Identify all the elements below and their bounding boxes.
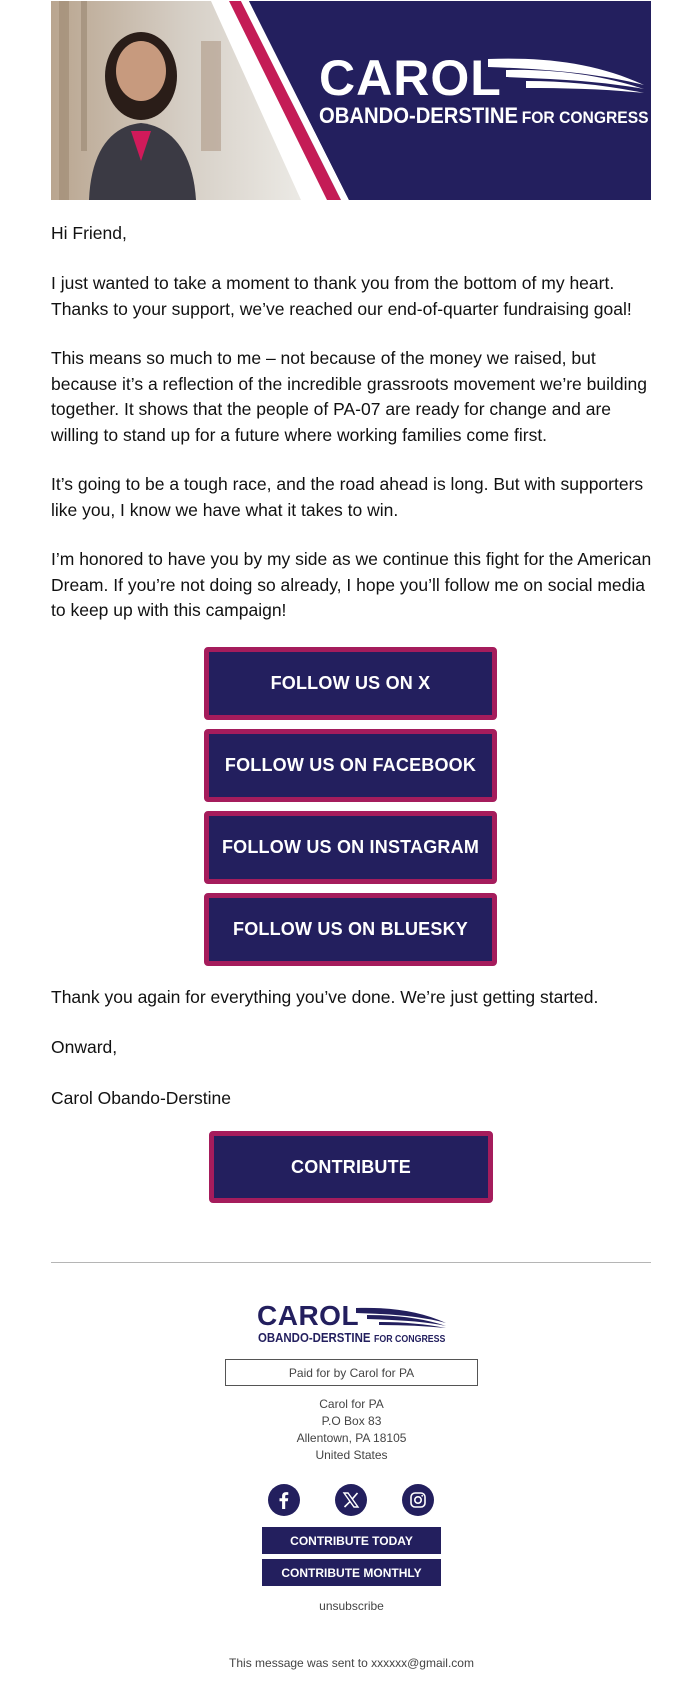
footer-logo-first-name: CAROL [257,1300,360,1331]
x-link[interactable] [335,1484,367,1516]
signoff: Onward, [51,1037,118,1057]
unsubscribe-link[interactable]: unsubscribe [319,1599,384,1613]
closing-text: Thank you again for everything you’ve done. We’re just getting started. [51,987,599,1007]
greeting: Hi Friend, [51,223,127,243]
address-line: United States [315,1448,388,1462]
header-banner [51,1,651,200]
logo-stripes-icon [486,57,646,97]
paragraph-tough-race: It’s going to be a tough race, and the road ahead is long. But with supporters like you, I know we have what it takes to win. [51,474,644,520]
instagram-icon [409,1491,427,1509]
logo-first-name: CAROL [319,50,502,106]
logo-last-name: OBANDO-DERSTINE [319,103,519,128]
contribute-today-button[interactable]: CONTRIBUTE TODAY [262,1527,441,1554]
footer-logo-tagline: FOR CONGRESS [374,1334,446,1345]
mailing-address [200,1396,503,1464]
footer-logo [257,1300,447,1347]
follow-facebook-button[interactable]: FOLLOW US ON FACEBOOK [204,729,497,802]
facebook-icon [275,1491,293,1509]
footer-divider [51,1262,651,1263]
address-line: Allentown, PA 18105 [296,1431,407,1445]
x-icon [342,1491,360,1509]
instagram-link[interactable] [402,1484,434,1516]
facebook-link[interactable] [268,1484,300,1516]
logo-tagline: FOR CONGRESS [521,108,649,127]
follow-x-button[interactable]: FOLLOW US ON X [204,647,497,720]
follow-bluesky-button[interactable]: FOLLOW US ON BLUESKY [204,893,497,966]
paragraph-honored: I’m honored to have you by my side as we continue this fight for the American Dream. If you’re not doing so already, I hope you’ll follow me on social media to keep up with this campaign! [51,549,652,620]
contribute-monthly-button[interactable]: CONTRIBUTE MONTHLY [262,1559,441,1586]
paragraph-thanks: I just wanted to take a moment to thank you from the bottom of my heart. Thanks to your support, we’ve reached our end-of-quarter fundraising goal! [51,273,632,319]
address-line: P.O Box 83 [321,1414,382,1428]
contribute-button[interactable]: CONTRIBUTE [209,1131,493,1203]
paragraph-meaning: This means so much to me – not because of the money we raised, but because it’s a reflection of the incredible grassroots movement we’re building together. It shows that the people of PA-07 are ready for change and are willing to stand up for a future where working families come first. [51,348,647,445]
footer-logo-last-name: OBANDO-DERSTINE [258,1330,371,1345]
address-line: Carol for PA [319,1397,384,1411]
signature: Carol Obando-Derstine [51,1088,231,1108]
footer-logo-stripes-icon [355,1307,447,1329]
sent-to-notice: This message was sent to xxxxxx@gmail.com [229,1656,474,1670]
paid-for-disclaimer: Paid for by Carol for PA [225,1359,478,1386]
follow-instagram-button[interactable]: FOLLOW US ON INSTAGRAM [204,811,497,884]
